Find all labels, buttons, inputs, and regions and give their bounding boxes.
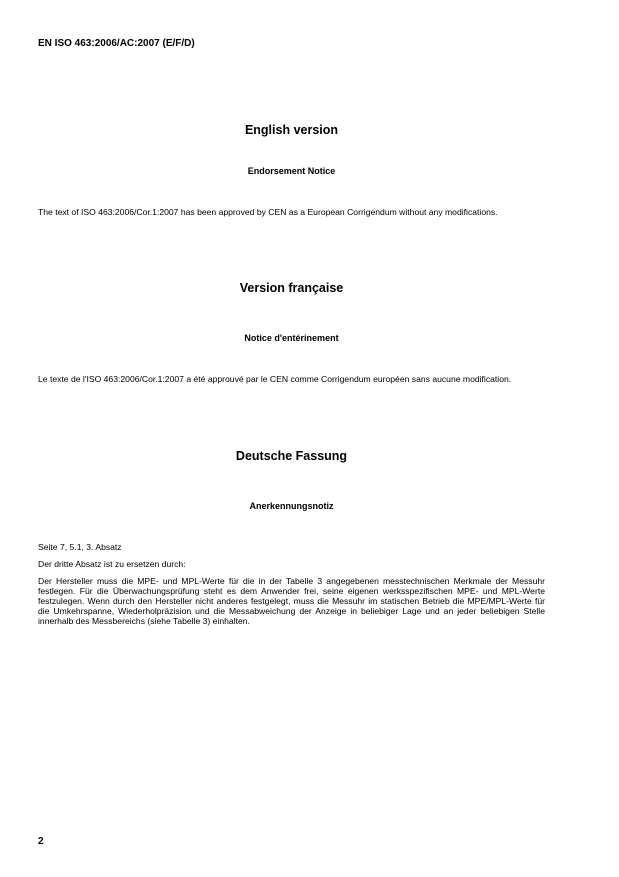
german-version-heading: Deutsche Fassung — [235, 449, 348, 463]
page-number: 2 — [38, 836, 44, 847]
notice-enterinement-title: Notice d'entérinement — [244, 333, 339, 343]
german-replacement-paragraph: Der Hersteller muss die MPE- und MPL-Werte für die in der Tabelle 3 angegebenen messtechnischen Merkmale der Messuhr festlegen. Für die Überwachungsprüfung steht es dem Anwender frei, seine eigenen werksspezifischen MPE- und MPL-Werte festzulegen. Wenn durch den Hersteller nicht anderes festgelegt, muss die Messuhr im statischen Betrieb die MPE/MPL-Werte für die Umkehrspanne, Wiederholpräzision und die Messabweichung der Anzeige in beliebiger Lage und an jeder beliebigen Stelle innerhalb des Messbereichs (siehe Tabelle 3) einhalten. — [38, 576, 545, 626]
german-replacement-instruction: Der dritte Absatz ist zu ersetzen durch: — [38, 559, 186, 569]
anerkennungsnotiz-title: Anerkennungsnotiz — [249, 501, 334, 511]
english-notice-text: The text of ISO 463:2006/Cor.1:2007 has been approved by CEN as a European Corrigendum without any modifications. — [38, 207, 498, 217]
english-version-heading: English version — [244, 123, 339, 137]
french-notice-text: Le texte de l'ISO 463:2006/Cor.1:2007 a été approuvé par le CEN comme Corrigendum européen sans aucune modification. — [38, 374, 512, 384]
document-header: EN ISO 463:2006/AC:2007 (E/F/D) — [38, 38, 195, 49]
french-version-heading: Version française — [239, 281, 344, 295]
endorsement-notice-title: Endorsement Notice — [247, 166, 336, 176]
german-location-reference: Seite 7, 5.1, 3. Absatz — [38, 542, 122, 552]
